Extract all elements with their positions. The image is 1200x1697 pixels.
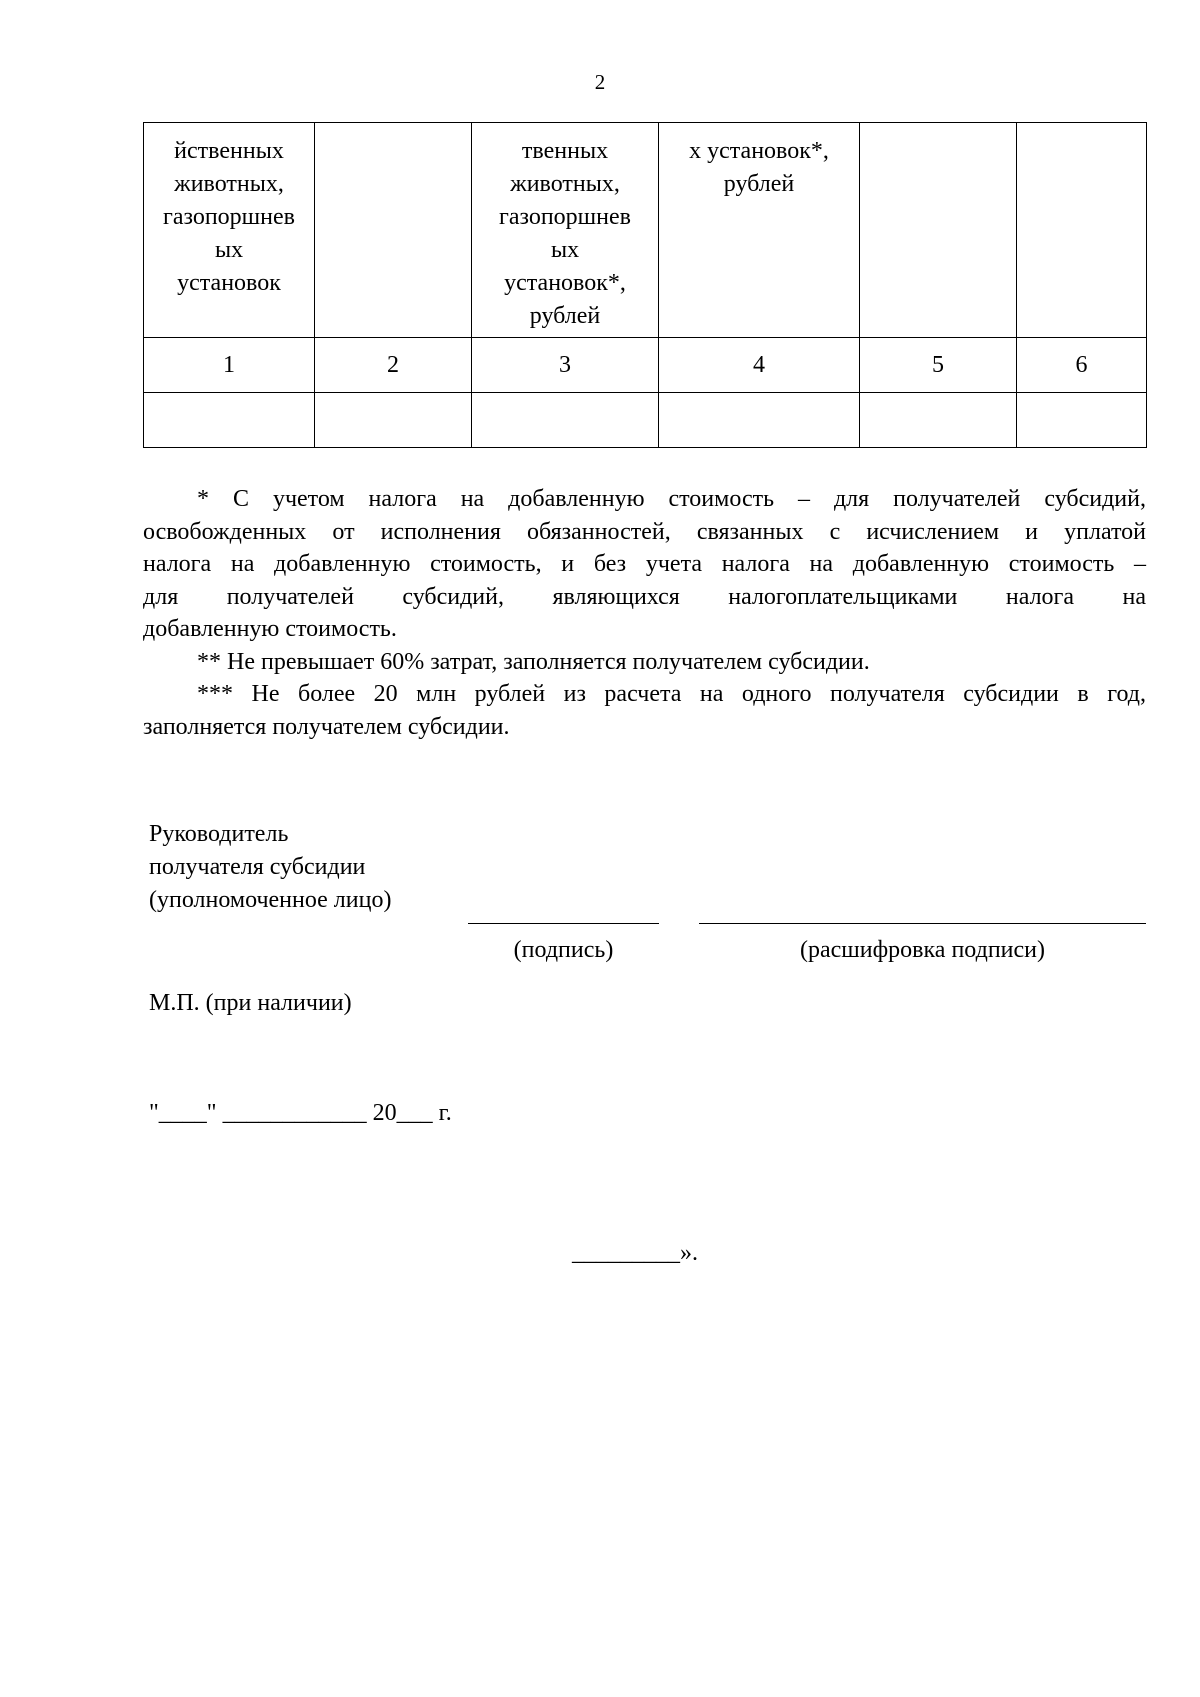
footnote-2: ** Не превышает 60% затрат, заполняется получателем субсидии. [197,648,870,675]
closing-mark: _________». [572,1240,698,1266]
column-number-4: 4 [659,338,860,393]
column-number-3: 3 [472,338,659,393]
column-number-1: 1 [144,338,315,393]
data-cell-5[interactable] [860,393,1017,448]
data-cell-3[interactable] [472,393,659,448]
data-cell-4[interactable] [659,393,860,448]
footnote-1-line-3: налога на добавленную стоимость, и без учета налога на добавленную стоимость – [143,551,1146,577]
header-cell-4: х установок*, рублей [659,123,860,338]
footnote-1-line-4: для получателей субсидий, являющихся налогоплательщиками налога на [143,583,1146,610]
signer-label: Руководитель получателя субсидии (уполномоченное лицо) [149,821,392,913]
footnotes [143,483,1146,743]
column-number-5: 5 [860,338,1017,393]
footnote-1-line-1: * С учетом налога на добавленную стоимость – для получателей субсидий, [197,486,1146,512]
column-number-6: 6 [1017,338,1147,393]
date-line[interactable]: "____" ____________ 20___ г. [149,1100,452,1126]
data-cell-6[interactable] [1017,393,1147,448]
header-cell-5 [860,123,1017,338]
subsidy-table [143,122,1147,448]
header-cell-2 [315,123,472,338]
table-header-row [144,123,1147,338]
header-cell-3: твенных животных, газопоршнев ых установок*, рублей [472,123,659,338]
signature-decode-line[interactable] [699,923,1146,924]
header-cell-6 [1017,123,1147,338]
header-cell-1: йственных животных, газопоршнев ых установок [144,123,315,338]
column-number-2: 2 [315,338,472,393]
footnote-3-line-1: *** Не более 20 млн рублей из расчета на одного получателя субсидии в год, [197,681,1146,707]
data-cell-1[interactable] [144,393,315,448]
stamp-placeholder: М.П. (при наличии) [149,990,352,1016]
data-cell-2[interactable] [315,393,472,448]
footnote-1-line-5: добавленную стоимость. [143,616,397,642]
page-number: 2 [594,70,606,94]
signature-line[interactable] [468,923,659,924]
signature-decode-caption: (расшифровка подписи) [800,937,1045,963]
table-data-row [144,393,1147,448]
footnote-1-line-2: освобожденных от исполнения обязанностей, связанных с исчислением и уплатой [143,518,1146,545]
table-number-row [144,338,1147,393]
footnote-3-line-2: заполняется получателем субсидии. [143,713,510,740]
signature-caption: (подпись) [513,937,614,963]
